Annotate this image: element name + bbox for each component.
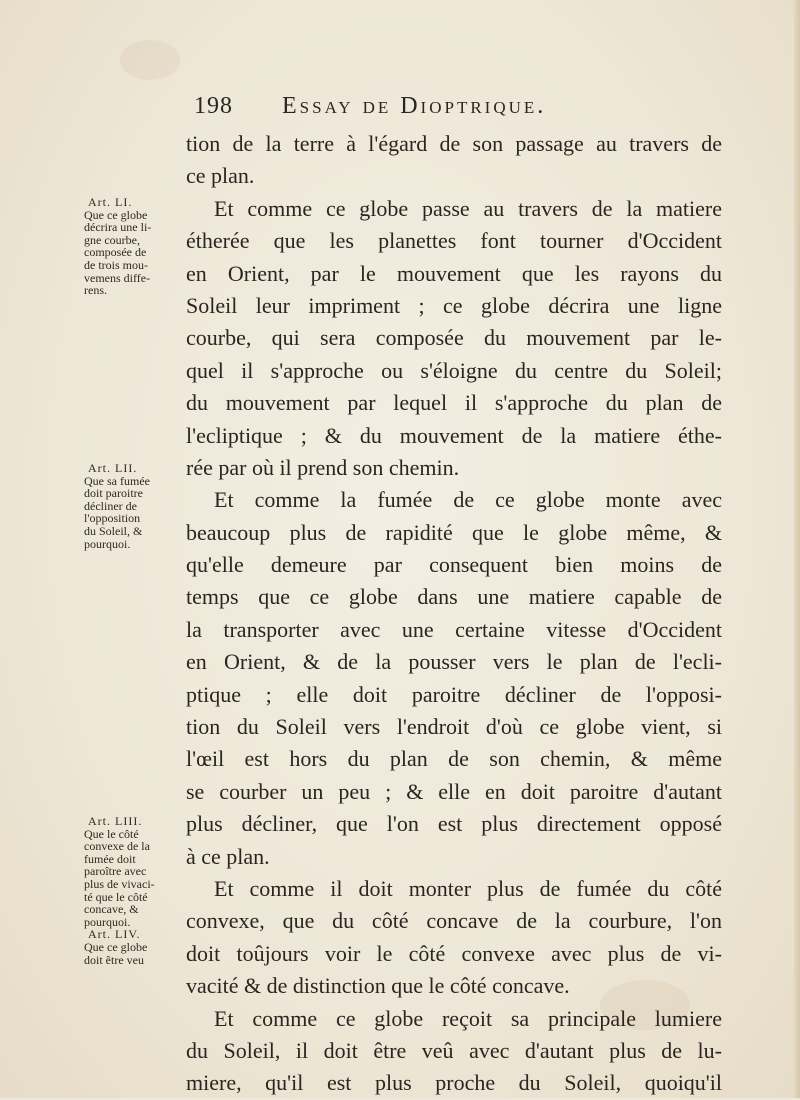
marginal-line: doit être veu [84,952,144,967]
marginal-line: décliner de [84,498,137,513]
marginal-line: Que sa fumée [84,473,150,488]
marginal-line: décrira une li- [84,220,152,235]
text-line: du mouvement par lequel il s'approche du plan de [186,390,722,416]
marginal-line: pourquoi. [84,536,131,551]
paper-stain [120,40,180,80]
text-line: en Orient, & de la pousser vers le plan de l'ecli- [186,649,722,675]
marginal-article-number: Art. LIII. [88,814,143,828]
text-line: tion de la terre à l'égard de son passage au travers de [186,131,722,156]
marginal-line: rens. [84,283,107,298]
paragraph-start-line: Et comme la fumée de ce globe monte avec [214,487,722,513]
text-line: ptique ; elle doit paroitre décliner de l'opposi- [186,681,722,707]
text-line: vacité & de distinction que le côté concave. [186,973,570,999]
marginal-article-number: Art. LIV. [88,927,141,942]
text-line: quel il s'approche ou s'éloigne du centre du Soleil; [186,357,722,383]
marginal-line: gne courbe, [84,232,140,247]
text-line: se courber un peu ; & elle en doit paroitre d'autant [186,778,722,804]
text-line: l'œil est hors du plan de son chemin, & même [186,746,722,772]
paragraph-start-line: Et comme il doit monter plus de fumée du côté [214,875,722,901]
text-line: Soleil leur impriment ; ce globe décrira une ligne [186,292,722,318]
marginal-line: fumée doit [84,851,136,866]
text-line: en Orient, par le mouvement que les rayons du [186,260,722,286]
marginal-line: concave, & [84,902,139,917]
marginal-line: paroître avec [84,864,147,879]
page-number: 198 [194,93,233,119]
marginal-line: vemens diffe- [84,270,151,285]
page-edge [794,0,800,1098]
text-line: miere, qu'il est plus proche du Soleil, quoiqu'il [186,1070,722,1096]
marginal-note-art-53 [84,815,180,966]
running-head [194,93,634,123]
text-line: doit toûjours voir le côté convexe avec plus de vi- [186,940,722,966]
marginal-line: plus de vivaci- [84,876,155,891]
text-line: temps que ce globe dans une matiere capable de [186,584,722,610]
text-line: qu'elle demeure par consequent bien moins de [186,552,722,578]
text-line: convexe, que du côté concave de la courbure, l'on [186,908,722,934]
marginal-line: l'opposition [84,511,141,526]
marginal-line: composée de [84,245,147,260]
text-line: étherée que les planettes font tourner d'Occident [186,228,722,254]
body-text [186,128,722,1100]
marginal-line: du Soleil, & [84,523,143,538]
marginal-line: convexe de la [84,839,150,854]
paragraph-start-line: Et comme ce globe reçoit sa principale lumiere [214,1005,722,1031]
marginal-line: Que ce globe [84,207,148,222]
marginal-line: Que ce globe [84,939,148,954]
marginal-line: té que le côté [84,889,148,904]
text-line: courbe, qui sera composée du mouvement par le- [186,325,722,351]
marginal-line: de trois mou- [84,257,148,272]
text-line: plus décliner, que l'on est plus directement opposé [186,811,722,837]
running-title: Essay de Dioptrique. [282,93,547,119]
text-line: à ce plan. [186,843,270,869]
text-line: du Soleil, il doit être veû avec d'autant plus de lu- [186,1037,722,1063]
text-line: ce plan. [186,163,255,189]
marginal-line: doit paroitre [84,486,143,501]
marginal-article-number: Art. LII. [88,461,138,475]
text-line: la transporter avec une certaine vitesse d'Occident [186,616,722,642]
text-line: l'ecliptique ; & du mouvement de la matiere éthe- [186,422,722,448]
marginal-line: pourquoi. [84,914,131,929]
marginal-note-art-51 [84,196,180,297]
text-line: tion du Soleil vers l'endroit d'où ce globe vient, si [186,714,722,740]
text-line: beaucoup plus de rapidité que le globe même, & [186,519,722,545]
marginal-note-art-52 [84,462,180,550]
paragraph-start-line: Et comme ce globe passe au travers de la matiere [214,195,722,221]
text-line: rée par où il prend son chemin. [186,454,460,480]
marginal-article-number: Art. LI. [88,195,133,209]
marginal-line: Que le côté [84,826,139,841]
